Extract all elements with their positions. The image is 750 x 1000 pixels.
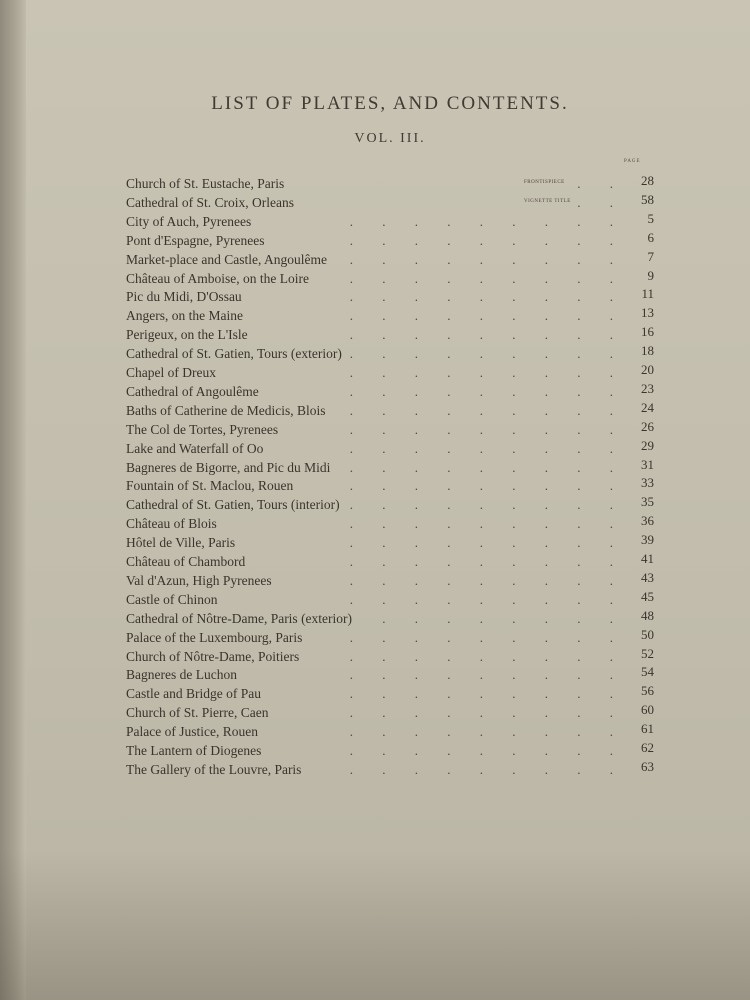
plate-title: Castle of Chinon <box>126 591 218 607</box>
leader-dots: . . . . . . . . . <box>349 535 626 551</box>
plate-title: Market-place and Castle, Angoulême <box>126 251 327 267</box>
page-number: 61 <box>641 721 654 737</box>
page-number: 24 <box>641 399 654 415</box>
plate-title: The Col de Tortes, Pyrenees <box>126 421 279 437</box>
plate-title: The Lantern of Diogenes <box>126 743 262 758</box>
page-number: 5 <box>647 210 654 226</box>
plate-title: Pic du Midi, D'Ossau <box>126 289 242 305</box>
contents-entry <box>126 513 666 536</box>
page-number: 45 <box>641 588 654 604</box>
plate-title: City of Auch, Pyrenees <box>126 213 252 229</box>
leader-dots: . . . . . . . . . <box>349 705 626 721</box>
plate-title: Bagneres de Luchon <box>126 667 237 683</box>
plate-title: Palace of the Luxembourg, Paris <box>126 629 303 645</box>
page-number: 63 <box>641 758 654 774</box>
contents-entry <box>126 532 666 555</box>
leader-dots: . . . . . . . . . <box>349 478 626 494</box>
page-number: 23 <box>641 380 654 396</box>
plate-title: Baths of Catherine de Medicis, Blois <box>126 402 326 418</box>
page-number: 39 <box>641 532 654 548</box>
page-number: 11 <box>641 286 654 302</box>
leader-dots: . . . . . . . . . <box>349 629 626 645</box>
leader-dots: . . <box>577 194 626 210</box>
plate-title: Perigeux, on the L'Isle <box>126 327 248 343</box>
leader-dots: . . . . . . . . . <box>349 365 626 380</box>
contents-entry <box>126 286 666 309</box>
leader-dots: . . . . . . . . . <box>349 761 626 777</box>
contents-entry <box>126 380 666 404</box>
page-number: 7 <box>647 248 654 264</box>
plate-title: Cathedral of Angoulême <box>126 383 259 399</box>
contents-entry <box>126 173 666 196</box>
page-number: 13 <box>641 305 654 321</box>
contents-entry <box>126 191 666 215</box>
contents-entry <box>126 229 666 253</box>
page-number: 41 <box>641 551 654 566</box>
plate-title: Château of Blois <box>126 516 217 532</box>
page-title: LIST OF PLATES, AND CONTENTS. <box>211 93 569 114</box>
page-number: 16 <box>641 324 654 340</box>
contents-entry <box>126 437 666 461</box>
leader-dots: . . . . . . . . . <box>349 251 626 267</box>
page-number: 31 <box>641 456 654 472</box>
page-number: 18 <box>641 343 654 359</box>
plate-title: Cathedral of St. Gatien, Tours (interior) <box>126 497 340 513</box>
contents-entry <box>126 418 666 442</box>
contents-entry <box>126 721 666 744</box>
contents-entry <box>126 626 666 650</box>
leader-dots: . . . . . . . . . <box>349 667 626 683</box>
contents-entry <box>126 702 666 725</box>
page-number: 50 <box>641 626 654 642</box>
page-number: 26 <box>641 418 654 434</box>
leader-dots: . . . . . . . . . <box>349 516 626 532</box>
plate-title: Lake and Waterfall of Oo <box>126 440 264 456</box>
page-number: 52 <box>641 645 654 661</box>
plate-title: Château of Amboise, on the Loire <box>126 270 309 286</box>
plate-title: Bagneres de Bigorre, and Pic du Midi <box>126 459 331 475</box>
contents-entry <box>126 475 666 498</box>
page-number: 60 <box>641 702 654 718</box>
page-number: 36 <box>641 513 654 529</box>
plate-title: Palace of Justice, Rouen <box>126 724 258 740</box>
leader-dots: . . . . . . . . . <box>349 383 626 399</box>
contents-entry <box>126 607 666 631</box>
page-number: 29 <box>641 437 654 453</box>
contents-entry <box>126 399 666 423</box>
page-number: 20 <box>641 362 654 377</box>
contents-entry <box>126 267 666 291</box>
plate-title: Château of Chambord <box>126 554 246 569</box>
contents-entry <box>126 645 666 669</box>
contents-entry <box>126 248 666 272</box>
contents-entry <box>126 758 666 782</box>
leader-dots: . . . . . . . . . <box>349 289 626 305</box>
page-number: 62 <box>641 740 654 755</box>
leader-dots: . . <box>577 176 626 191</box>
contents-entry <box>126 362 666 385</box>
leader-dots: . . . . . . . . . <box>349 686 626 702</box>
plate-title: Castle and Bridge of Pau <box>126 686 261 702</box>
page-column-header: PAGE <box>624 159 641 164</box>
page-number: 48 <box>641 607 654 623</box>
plate-title: Cathedral of St. Gatien, Tours (exterior) <box>126 346 342 362</box>
leader-dots: . . . . . . . . . <box>349 327 626 343</box>
leader-dots: . . . . . . . . . <box>349 554 626 569</box>
leader-dots: . . . . . . . . . <box>349 346 626 362</box>
leader-dots: . . . . . . . . . <box>349 572 626 588</box>
contents-entry <box>126 343 666 366</box>
leader-dots: . . . . . . . . . <box>349 308 626 324</box>
leader-dots: . . . . . . . . . <box>349 591 626 607</box>
contents-entry <box>126 683 666 706</box>
plate-title: Church of St. Eustache, Paris <box>126 176 285 191</box>
page-number: 9 <box>647 267 654 283</box>
page-number: 56 <box>641 683 654 699</box>
plate-title: Pont d'Espagne, Pyrenees <box>126 232 265 248</box>
plate-title: The Gallery of the Louvre, Paris <box>126 761 302 777</box>
contents-entry <box>126 210 666 234</box>
contents-entry <box>126 551 666 574</box>
plate-note: VIGNETTE TITLE <box>524 198 571 204</box>
plate-title: Angers, on the Maine <box>126 308 243 324</box>
plate-title: Val d'Azun, High Pyrenees <box>126 572 272 588</box>
contents-entry <box>126 324 666 347</box>
leader-dots: . . . . . . . . . <box>349 459 626 475</box>
leader-dots: . . . . . . . . . <box>349 213 626 229</box>
leader-dots: . . . . . . . . . <box>349 440 626 456</box>
contents-entry <box>126 494 666 517</box>
leader-dots: . . . . . . . . . <box>349 402 626 418</box>
leader-dots: . . . . . . . . . <box>349 648 626 664</box>
plate-title: Fountain of St. Maclou, Rouen <box>126 478 294 494</box>
plate-title: Hôtel de Ville, Paris <box>126 535 236 551</box>
plate-title: Cathedral of Nôtre-Dame, Paris (exterior) <box>126 610 353 626</box>
page-number: 28 <box>641 173 654 188</box>
leader-dots: . . . . . . . . . <box>349 232 626 248</box>
page-number: 43 <box>641 569 654 585</box>
page-number: 54 <box>641 664 654 680</box>
plate-title: Church of St. Pierre, Caen <box>126 705 269 721</box>
contents-entry <box>126 569 666 593</box>
contents-entry <box>126 588 666 612</box>
plate-note: FRONTISPIECE <box>524 180 565 185</box>
plate-title: Church of Nôtre-Dame, Poitiers <box>126 648 300 664</box>
plate-title: Cathedral of St. Croix, Orleans <box>126 194 294 210</box>
page-number: 6 <box>647 229 654 245</box>
page-number: 33 <box>641 475 654 491</box>
leader-dots: . . . . . . . . . <box>349 743 626 758</box>
page-bottom-shadow <box>0 850 750 1000</box>
page-number: 35 <box>641 494 654 510</box>
contents-entry <box>126 456 666 480</box>
page-number: 58 <box>641 191 654 207</box>
leader-dots: . . . . . . . . . <box>349 270 626 286</box>
contents-entry <box>126 740 666 763</box>
leader-dots: . . . . . . . . <box>382 610 626 626</box>
contents-entry <box>126 664 666 687</box>
leader-dots: . . . . . . . . . <box>349 497 626 513</box>
volume-heading: VOL. III. <box>354 131 426 146</box>
leader-dots: . . . . . . . . . <box>349 724 626 740</box>
plate-title: Chapel of Dreux <box>126 365 216 380</box>
contents-entry <box>126 305 666 328</box>
leader-dots: . . . . . . . . . <box>349 421 626 437</box>
